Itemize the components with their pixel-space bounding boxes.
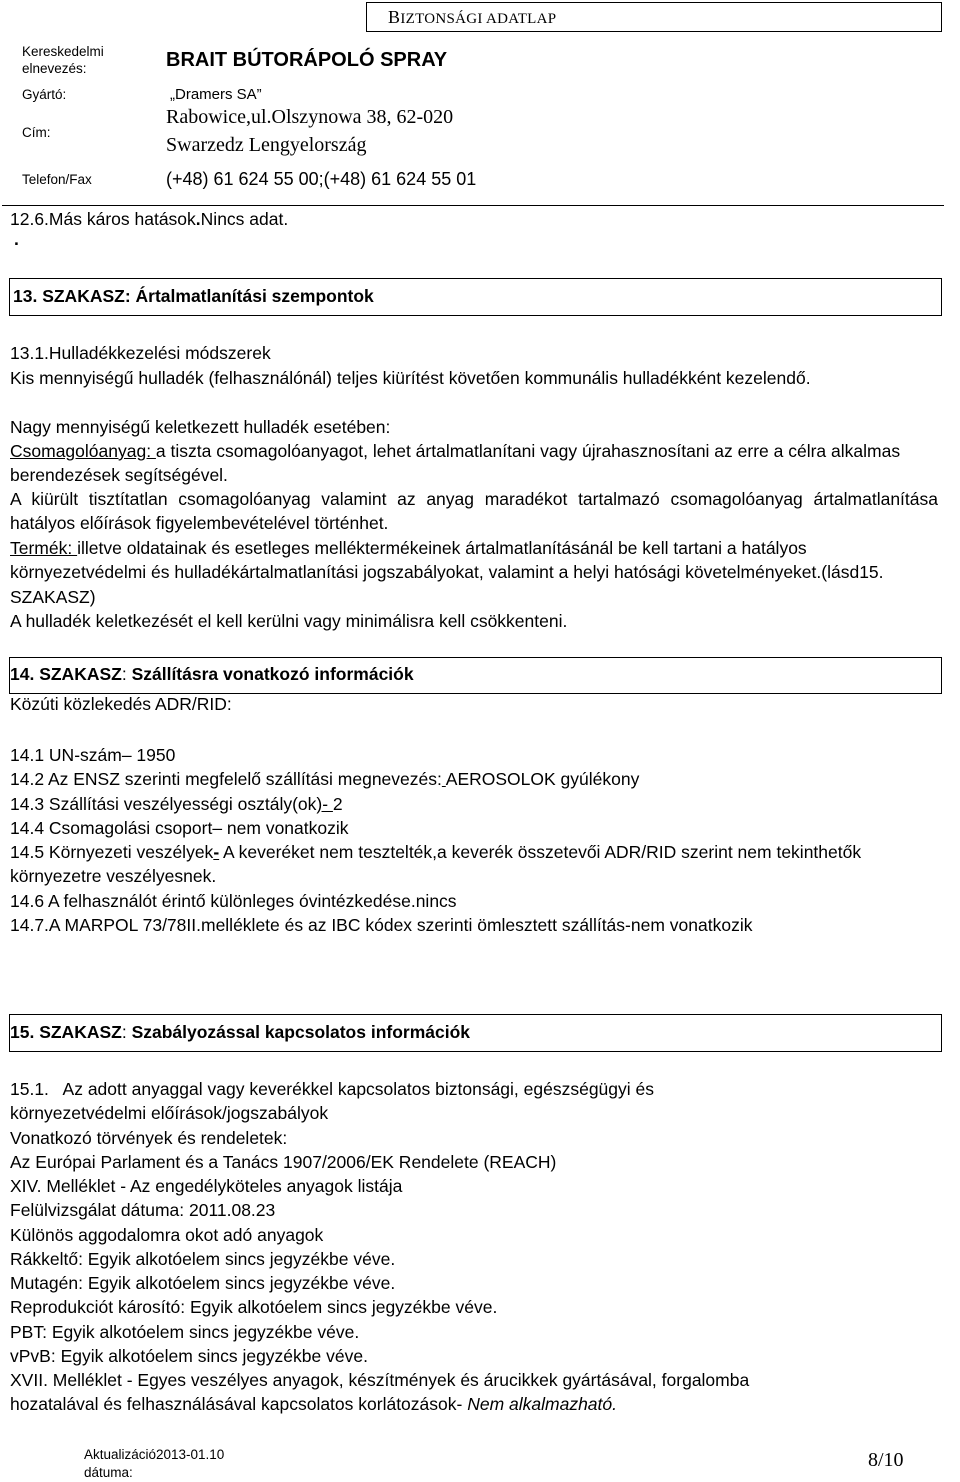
- item-14-3: 14.3 Szállítási veszélyességi osztály(ok)- 2: [10, 794, 343, 814]
- s15-line-11: PBT: Egyik alkotóelem sincs jegyzékbe véve.: [10, 1322, 360, 1342]
- section-13-p4: A kiürült tisztítatlan csomagolóanyag valamint az anyag maradékot tartalmazó csomagolóanyag ártalmatlanítása hatályos előírások figyelembevételével történhet.: [10, 489, 938, 534]
- doc-type-title: BIZTONSÁGI ADATLAP: [388, 7, 557, 27]
- item-14-2: 14.2 Az ENSZ szerinti megfelelő szállítási megnevezés: AEROSOLOK gyúlékony: [10, 769, 640, 789]
- phone: (+48) 61 624 55 00;(+48) 61 624 55 01: [166, 169, 477, 189]
- s15-line-4: Az Európai Parlament és a Tanács 1907/2006/EK Rendelete (REACH): [10, 1152, 557, 1172]
- section-13-title: 13. SZAKASZ: Ártalmatlanítási szempontok: [13, 286, 374, 306]
- item-14-7: 14.7.A MARPOL 73/78II.melléklete és az IBC kódex szerinti ömlesztett szállítás-nem vonatkozik: [10, 915, 753, 935]
- s15-line-5: XIV. Melléklet - Az engedélyköteles anyagok listája: [10, 1176, 403, 1196]
- s15-line-13: XVII. Melléklet - Egyes veszélyes anyagok, készítmények és árucikkek gyártásával, forgalomba: [10, 1370, 750, 1390]
- s15-line-10: Reprodukciót károsító: Egyik alkotóelem sincs jegyzékbe véve.: [10, 1297, 498, 1317]
- s15-line-9: Mutagén: Egyik alkotóelem sincs jegyzékbe véve.: [10, 1273, 396, 1293]
- s15-line-6: Felülvizsgálat dátuma: 2011.08.23: [10, 1200, 276, 1220]
- s15-line-3: Vonatkozó törvények és rendeletek:: [10, 1128, 288, 1148]
- address-label: Cím:: [22, 125, 51, 140]
- section-13-p3: Csomagolóanyag: a tiszta csomagolóanyagot, lehet ártalmatlanítani vagy újrahasznosítani az erre a célra alkalmas berendezések segítségével.: [10, 441, 901, 486]
- item-14-6: 14.6 A felhasználót érintő különleges óvintézkedése.nincs: [10, 891, 457, 911]
- trade-name: BRAIT BÚTORÁPOLÓ SPRAY: [166, 49, 448, 71]
- section-12-6: 12.6.Más káros hatások.Nincs adat.: [10, 209, 289, 229]
- update-date: 2013-01.10: [156, 1447, 225, 1462]
- section-13-p1: Kis mennyiségű hulladék (felhasználónál) teljes kiürítést követően kommunális hulladékként kezelendő.: [10, 368, 811, 388]
- manufacturer-label: Gyártó:: [22, 87, 67, 102]
- section-15-title: 15. SZAKASZ: Szabályozással kapcsolatos információk: [10, 1022, 471, 1042]
- header-divider: [2, 205, 944, 206]
- page-number: 8/10: [868, 1449, 904, 1471]
- update-label-2: dátuma:: [84, 1465, 133, 1480]
- s15-line-12: vPvB: Egyik alkotóelem sincs jegyzékbe véve.: [10, 1346, 368, 1366]
- address-line-2: Swarzedz Lengyelország: [166, 134, 367, 156]
- address-line-1: Rabowice,ul.Olszynowa 38, 62-020: [166, 106, 454, 128]
- s15-line-8: Rákkeltő: Egyik alkotóelem sincs jegyzékbe véve.: [10, 1249, 396, 1269]
- item-14-1: 14.1 UN-szám– 1950: [10, 745, 176, 765]
- section-13-1-title: 13.1.Hulladékkezelési módszerek: [10, 343, 271, 363]
- manufacturer: „Dramers SA”: [170, 86, 262, 103]
- update-label-1: Aktualizáció: [84, 1447, 157, 1462]
- section-14-title: 14. SZAKASZ: Szállításra vonatkozó információk: [10, 664, 414, 684]
- s15-line-2: környezetvédelmi előírások/jogszabályok: [10, 1103, 329, 1123]
- trade-name-label-2: elnevezés:: [22, 61, 87, 76]
- item-14-5: 14.5 Környezeti veszélyek- A keveréket nem tesztelték,a keverék összetevői ADR/RID szerint nem tekinthetők környezetre veszélyesnek.: [10, 842, 862, 887]
- item-14-4: 14.4 Csomagolási csoport– nem vonatkozik: [10, 818, 349, 838]
- s15-line-7: Különös aggodalomra okot adó anyagok: [10, 1225, 324, 1245]
- s15-line-1: 15.1. Az adott anyaggal vagy keverékkel kapcsolatos biztonsági, egészségügyi és: [10, 1079, 655, 1099]
- s15-line-14: hozatalával és felhasználásával kapcsolatos korlátozások- Nem alkalmazható.: [10, 1394, 617, 1414]
- stray-dot: .: [14, 229, 19, 249]
- phone-label: Telefon/Fax: [22, 172, 92, 187]
- section-13-p2: Nagy mennyiségű keletkezett hulladék esetében:: [10, 417, 391, 437]
- trade-name-label-1: Kereskedelmi: [22, 44, 104, 59]
- section-13-p5: Termék: illetve oldatainak és esetleges melléktermékeinek ártalmatlanításánál be kell tartani a hatályos környezetvédelmi és hulladékártalmatlanítási jogszabályokat, valamint a helyi hatósági követelményeket.(lásd15. SZAKASZ): [10, 538, 884, 607]
- road-transport-label: Közúti közlekedés ADR/RID:: [10, 694, 232, 714]
- section-13-p6: A hulladék keletkezését el kell kerülni vagy minimálisra kell csökkenteni.: [10, 611, 568, 631]
